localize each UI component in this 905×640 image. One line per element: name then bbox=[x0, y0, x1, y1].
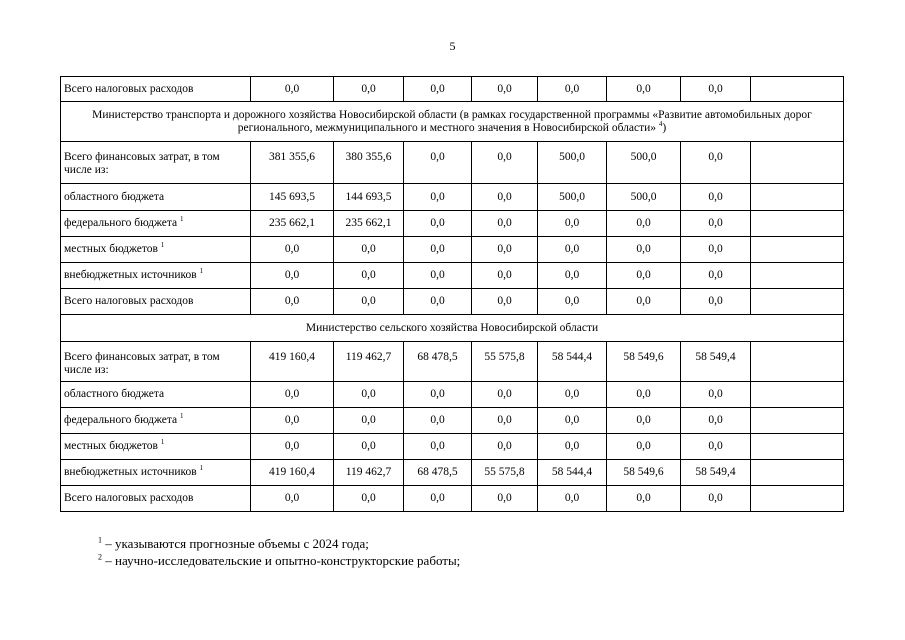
value-cell: 0,0 bbox=[251, 434, 334, 460]
value-cell: 500,0 bbox=[538, 184, 607, 211]
row-label: федерального бюджета $^1$ bbox=[61, 408, 251, 434]
footnote-marker: 1 bbox=[180, 412, 184, 421]
footnotes bbox=[98, 535, 460, 569]
page-number: 5 bbox=[449, 39, 456, 53]
footnote: $^2$ – научно-исследовательские и опытно-конструкторские работы; bbox=[98, 552, 461, 568]
value-cell: 0,0 bbox=[251, 263, 334, 289]
table-row bbox=[61, 382, 844, 408]
value-cell: 0,0 bbox=[334, 237, 404, 263]
row-label: местных бюджетов $^1$ bbox=[61, 237, 251, 263]
value-cell: 0,0 bbox=[607, 237, 681, 263]
value-cell: 0,0 bbox=[681, 408, 751, 434]
row-label: Всего налоговых расходов bbox=[61, 289, 251, 315]
value-cell: 0,0 bbox=[607, 408, 681, 434]
empty-cell bbox=[751, 184, 844, 211]
value-cell: 145 693,5 bbox=[251, 184, 334, 211]
section-title: Министерство транспорта и дорожного хозяйства Новосибирской области (в рамках государственной программы «Развитие автомобильных дорог регионального, межмуниципального и местного значения в Новосибирской области» $^4$) bbox=[61, 102, 844, 142]
section-title: Министерство сельского хозяйства Новосибирской области bbox=[61, 315, 844, 342]
value-cell: 68 478,5 bbox=[404, 342, 472, 382]
value-cell: 0,0 bbox=[538, 408, 607, 434]
empty-cell bbox=[751, 434, 844, 460]
row-label: Всего финансовых затрат, в том числе из: bbox=[61, 342, 251, 382]
value-cell: 0,0 bbox=[251, 486, 334, 512]
value-cell: 119 462,7 bbox=[334, 460, 404, 486]
value-cell: 68 478,5 bbox=[404, 460, 472, 486]
value-cell: 0,0 bbox=[681, 263, 751, 289]
value-cell: 0,0 bbox=[404, 237, 472, 263]
empty-cell bbox=[751, 460, 844, 486]
footnote-marker: 4 bbox=[658, 119, 663, 128]
value-cell: 0,0 bbox=[681, 486, 751, 512]
row-label: местных бюджетов $^1$ bbox=[61, 434, 251, 460]
value-cell: 0,0 bbox=[251, 77, 334, 102]
value-cell: 0,0 bbox=[472, 382, 538, 408]
value-cell: 55 575,8 bbox=[472, 460, 538, 486]
footnote-marker: 1 bbox=[180, 215, 184, 224]
value-cell: 0,0 bbox=[538, 77, 607, 102]
value-cell: 0,0 bbox=[404, 434, 472, 460]
value-cell: 0,0 bbox=[472, 184, 538, 211]
footnote-marker: 1 bbox=[160, 241, 165, 250]
value-cell: 144 693,5 bbox=[334, 184, 404, 211]
value-cell: 0,0 bbox=[538, 237, 607, 263]
value-cell: 0,0 bbox=[681, 211, 751, 237]
row-label: Всего финансовых затрат, в том числе из: bbox=[61, 142, 251, 184]
value-cell: 0,0 bbox=[404, 77, 472, 102]
value-cell: 0,0 bbox=[472, 408, 538, 434]
footnote-marker: 1 bbox=[199, 267, 204, 276]
value-cell: 0,0 bbox=[538, 486, 607, 512]
value-cell: 381 355,6 bbox=[251, 142, 334, 184]
value-cell: 0,0 bbox=[681, 77, 751, 102]
value-cell: 235 662,1 bbox=[334, 211, 404, 237]
value-cell: 0,0 bbox=[334, 434, 404, 460]
value-cell: 0,0 bbox=[472, 263, 538, 289]
value-cell: 58 549,4 bbox=[681, 460, 751, 486]
value-cell: 0,0 bbox=[404, 408, 472, 434]
value-cell: 0,0 bbox=[404, 263, 472, 289]
table-row bbox=[61, 184, 844, 211]
value-cell: 0,0 bbox=[681, 142, 751, 184]
footnote: $^1$ – указываются прогнозные объемы с 2024 года; bbox=[98, 535, 369, 551]
empty-cell bbox=[751, 289, 844, 315]
value-cell: 0,0 bbox=[404, 184, 472, 211]
value-cell: 0,0 bbox=[334, 486, 404, 512]
value-cell: 0,0 bbox=[334, 263, 404, 289]
value-cell: 380 355,6 bbox=[334, 142, 404, 184]
financing-table bbox=[60, 76, 844, 512]
value-cell: 0,0 bbox=[607, 434, 681, 460]
empty-cell bbox=[751, 263, 844, 289]
value-cell: 0,0 bbox=[404, 289, 472, 315]
value-cell: 419 160,4 bbox=[251, 342, 334, 382]
row-label: внебюджетных источников $^1$ bbox=[61, 460, 251, 486]
row-label: Всего налоговых расходов bbox=[61, 486, 251, 512]
value-cell: 0,0 bbox=[472, 77, 538, 102]
table-row bbox=[61, 289, 844, 315]
value-cell: 0,0 bbox=[681, 382, 751, 408]
value-cell: 235 662,1 bbox=[251, 211, 334, 237]
value-cell: 0,0 bbox=[334, 77, 404, 102]
empty-cell bbox=[751, 382, 844, 408]
empty-cell bbox=[751, 237, 844, 263]
value-cell: 0,0 bbox=[472, 237, 538, 263]
value-cell: 0,0 bbox=[251, 382, 334, 408]
value-cell: 0,0 bbox=[334, 289, 404, 315]
value-cell: 0,0 bbox=[538, 211, 607, 237]
footnote-marker: 1 bbox=[199, 464, 204, 473]
value-cell: 58 549,6 bbox=[607, 460, 681, 486]
value-cell: 58 549,4 bbox=[681, 342, 751, 382]
value-cell: 0,0 bbox=[681, 289, 751, 315]
footnote-marker: 2 bbox=[98, 552, 102, 562]
value-cell: 0,0 bbox=[472, 289, 538, 315]
value-cell: 58 544,4 bbox=[538, 342, 607, 382]
table-row bbox=[61, 460, 844, 486]
value-cell: 0,0 bbox=[681, 184, 751, 211]
table-row bbox=[61, 77, 844, 102]
table-row bbox=[61, 342, 844, 382]
value-cell: 119 462,7 bbox=[334, 342, 404, 382]
table-row bbox=[61, 434, 844, 460]
value-cell: 0,0 bbox=[472, 486, 538, 512]
value-cell: 0,0 bbox=[607, 263, 681, 289]
value-cell: 419 160,4 bbox=[251, 460, 334, 486]
table-row bbox=[61, 408, 844, 434]
value-cell: 0,0 bbox=[607, 211, 681, 237]
value-cell: 0,0 bbox=[607, 486, 681, 512]
value-cell: 500,0 bbox=[607, 184, 681, 211]
empty-cell bbox=[751, 342, 844, 382]
value-cell: 0,0 bbox=[472, 211, 538, 237]
empty-cell bbox=[751, 142, 844, 184]
value-cell: 0,0 bbox=[681, 237, 751, 263]
value-cell: 58 544,4 bbox=[538, 460, 607, 486]
value-cell: 0,0 bbox=[472, 434, 538, 460]
table-row bbox=[61, 142, 844, 184]
table-row bbox=[61, 237, 844, 263]
value-cell: 0,0 bbox=[334, 382, 404, 408]
value-cell: 0,0 bbox=[538, 434, 607, 460]
row-label: внебюджетных источников $^1$ bbox=[61, 263, 251, 289]
value-cell: 0,0 bbox=[404, 211, 472, 237]
empty-cell bbox=[751, 408, 844, 434]
footnote-marker: 1 bbox=[98, 535, 102, 545]
empty-cell bbox=[751, 486, 844, 512]
empty-cell bbox=[751, 211, 844, 237]
value-cell: 0,0 bbox=[538, 263, 607, 289]
table-row bbox=[61, 211, 844, 237]
section-header-row bbox=[61, 102, 844, 142]
value-cell: 0,0 bbox=[251, 289, 334, 315]
row-label: Всего налоговых расходов bbox=[61, 77, 251, 102]
value-cell: 0,0 bbox=[681, 434, 751, 460]
row-label: областного бюджета bbox=[61, 184, 251, 211]
value-cell: 0,0 bbox=[404, 142, 472, 184]
footnote-marker: 1 bbox=[160, 438, 165, 447]
value-cell: 0,0 bbox=[251, 237, 334, 263]
value-cell: 0,0 bbox=[607, 77, 681, 102]
value-cell: 0,0 bbox=[607, 382, 681, 408]
table-row bbox=[61, 263, 844, 289]
value-cell: 0,0 bbox=[472, 142, 538, 184]
value-cell: 500,0 bbox=[538, 142, 607, 184]
value-cell: 0,0 bbox=[404, 382, 472, 408]
value-cell: 0,0 bbox=[538, 289, 607, 315]
value-cell: 55 575,8 bbox=[472, 342, 538, 382]
section-header-row bbox=[61, 315, 844, 342]
value-cell: 0,0 bbox=[607, 289, 681, 315]
empty-cell bbox=[751, 77, 844, 102]
value-cell: 58 549,6 bbox=[607, 342, 681, 382]
value-cell: 0,0 bbox=[334, 408, 404, 434]
value-cell: 0,0 bbox=[404, 486, 472, 512]
value-cell: 500,0 bbox=[607, 142, 681, 184]
value-cell: 0,0 bbox=[538, 382, 607, 408]
row-label: областного бюджета bbox=[61, 382, 251, 408]
value-cell: 0,0 bbox=[251, 408, 334, 434]
row-label: федерального бюджета $^1$ bbox=[61, 211, 251, 237]
table-row bbox=[61, 486, 844, 512]
